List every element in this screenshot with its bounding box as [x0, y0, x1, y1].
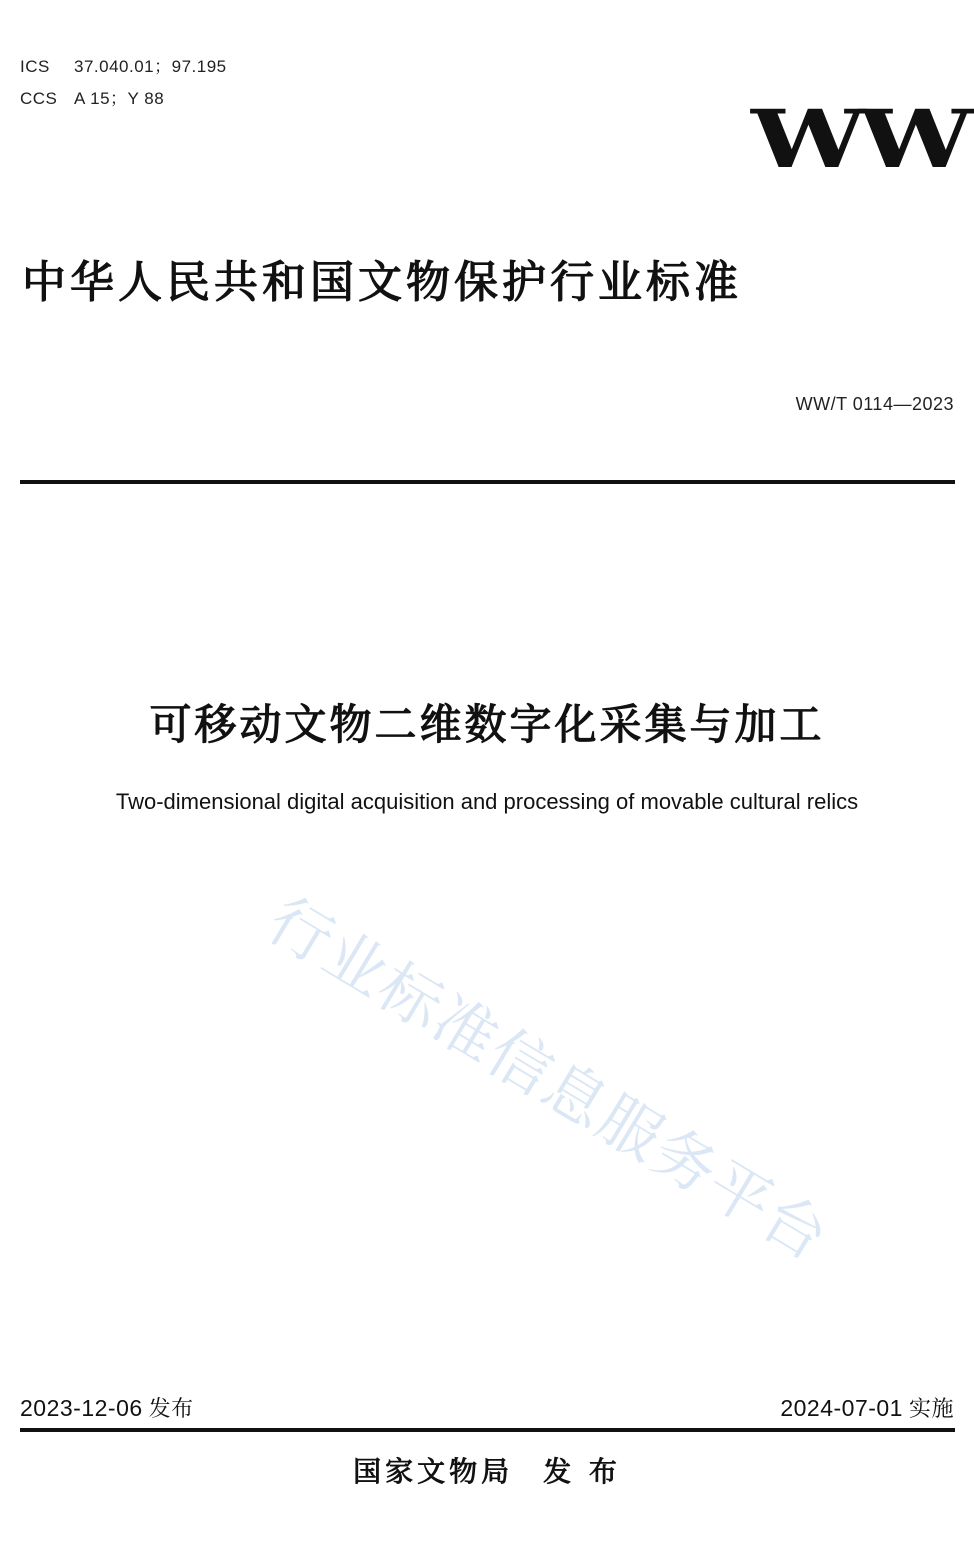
ccs-line: [20, 84, 164, 109]
publish-date-line: [20, 1392, 194, 1423]
ccs-value: A 15；Y 88: [74, 89, 165, 108]
watermark: 行业标准信息服务平台: [255, 883, 842, 1276]
issuer-name: 国家文物局: [353, 1455, 514, 1488]
top-divider: [20, 480, 955, 484]
ics-label: ICS: [20, 57, 50, 76]
bottom-divider: [20, 1428, 955, 1432]
publish-label: 发布: [148, 1397, 194, 1422]
issuer-action: 发 布: [543, 1455, 621, 1488]
effective-date: 2024-07-01: [780, 1395, 903, 1421]
standard-category-title: 中华人民共和国文物保护行业标准: [22, 257, 742, 308]
issuer-line: [0, 1450, 974, 1490]
effective-label: 实施: [908, 1397, 954, 1422]
standard-number: WW/T 0114—2023: [795, 394, 954, 414]
ics-value: 37.040.01；97.195: [74, 57, 227, 76]
document-title-cn: 可移动文物二维数字化采集与加工: [149, 700, 825, 749]
ics-line: [20, 52, 227, 77]
effective-date-line: [780, 1392, 954, 1423]
document-title-en: Two-dimensional digital acquisition and processing of movable cultural relics: [115, 789, 859, 814]
publish-date: 2023-12-06: [20, 1395, 143, 1421]
ww-logo: WW: [751, 92, 966, 186]
ccs-label: CCS: [20, 89, 58, 108]
